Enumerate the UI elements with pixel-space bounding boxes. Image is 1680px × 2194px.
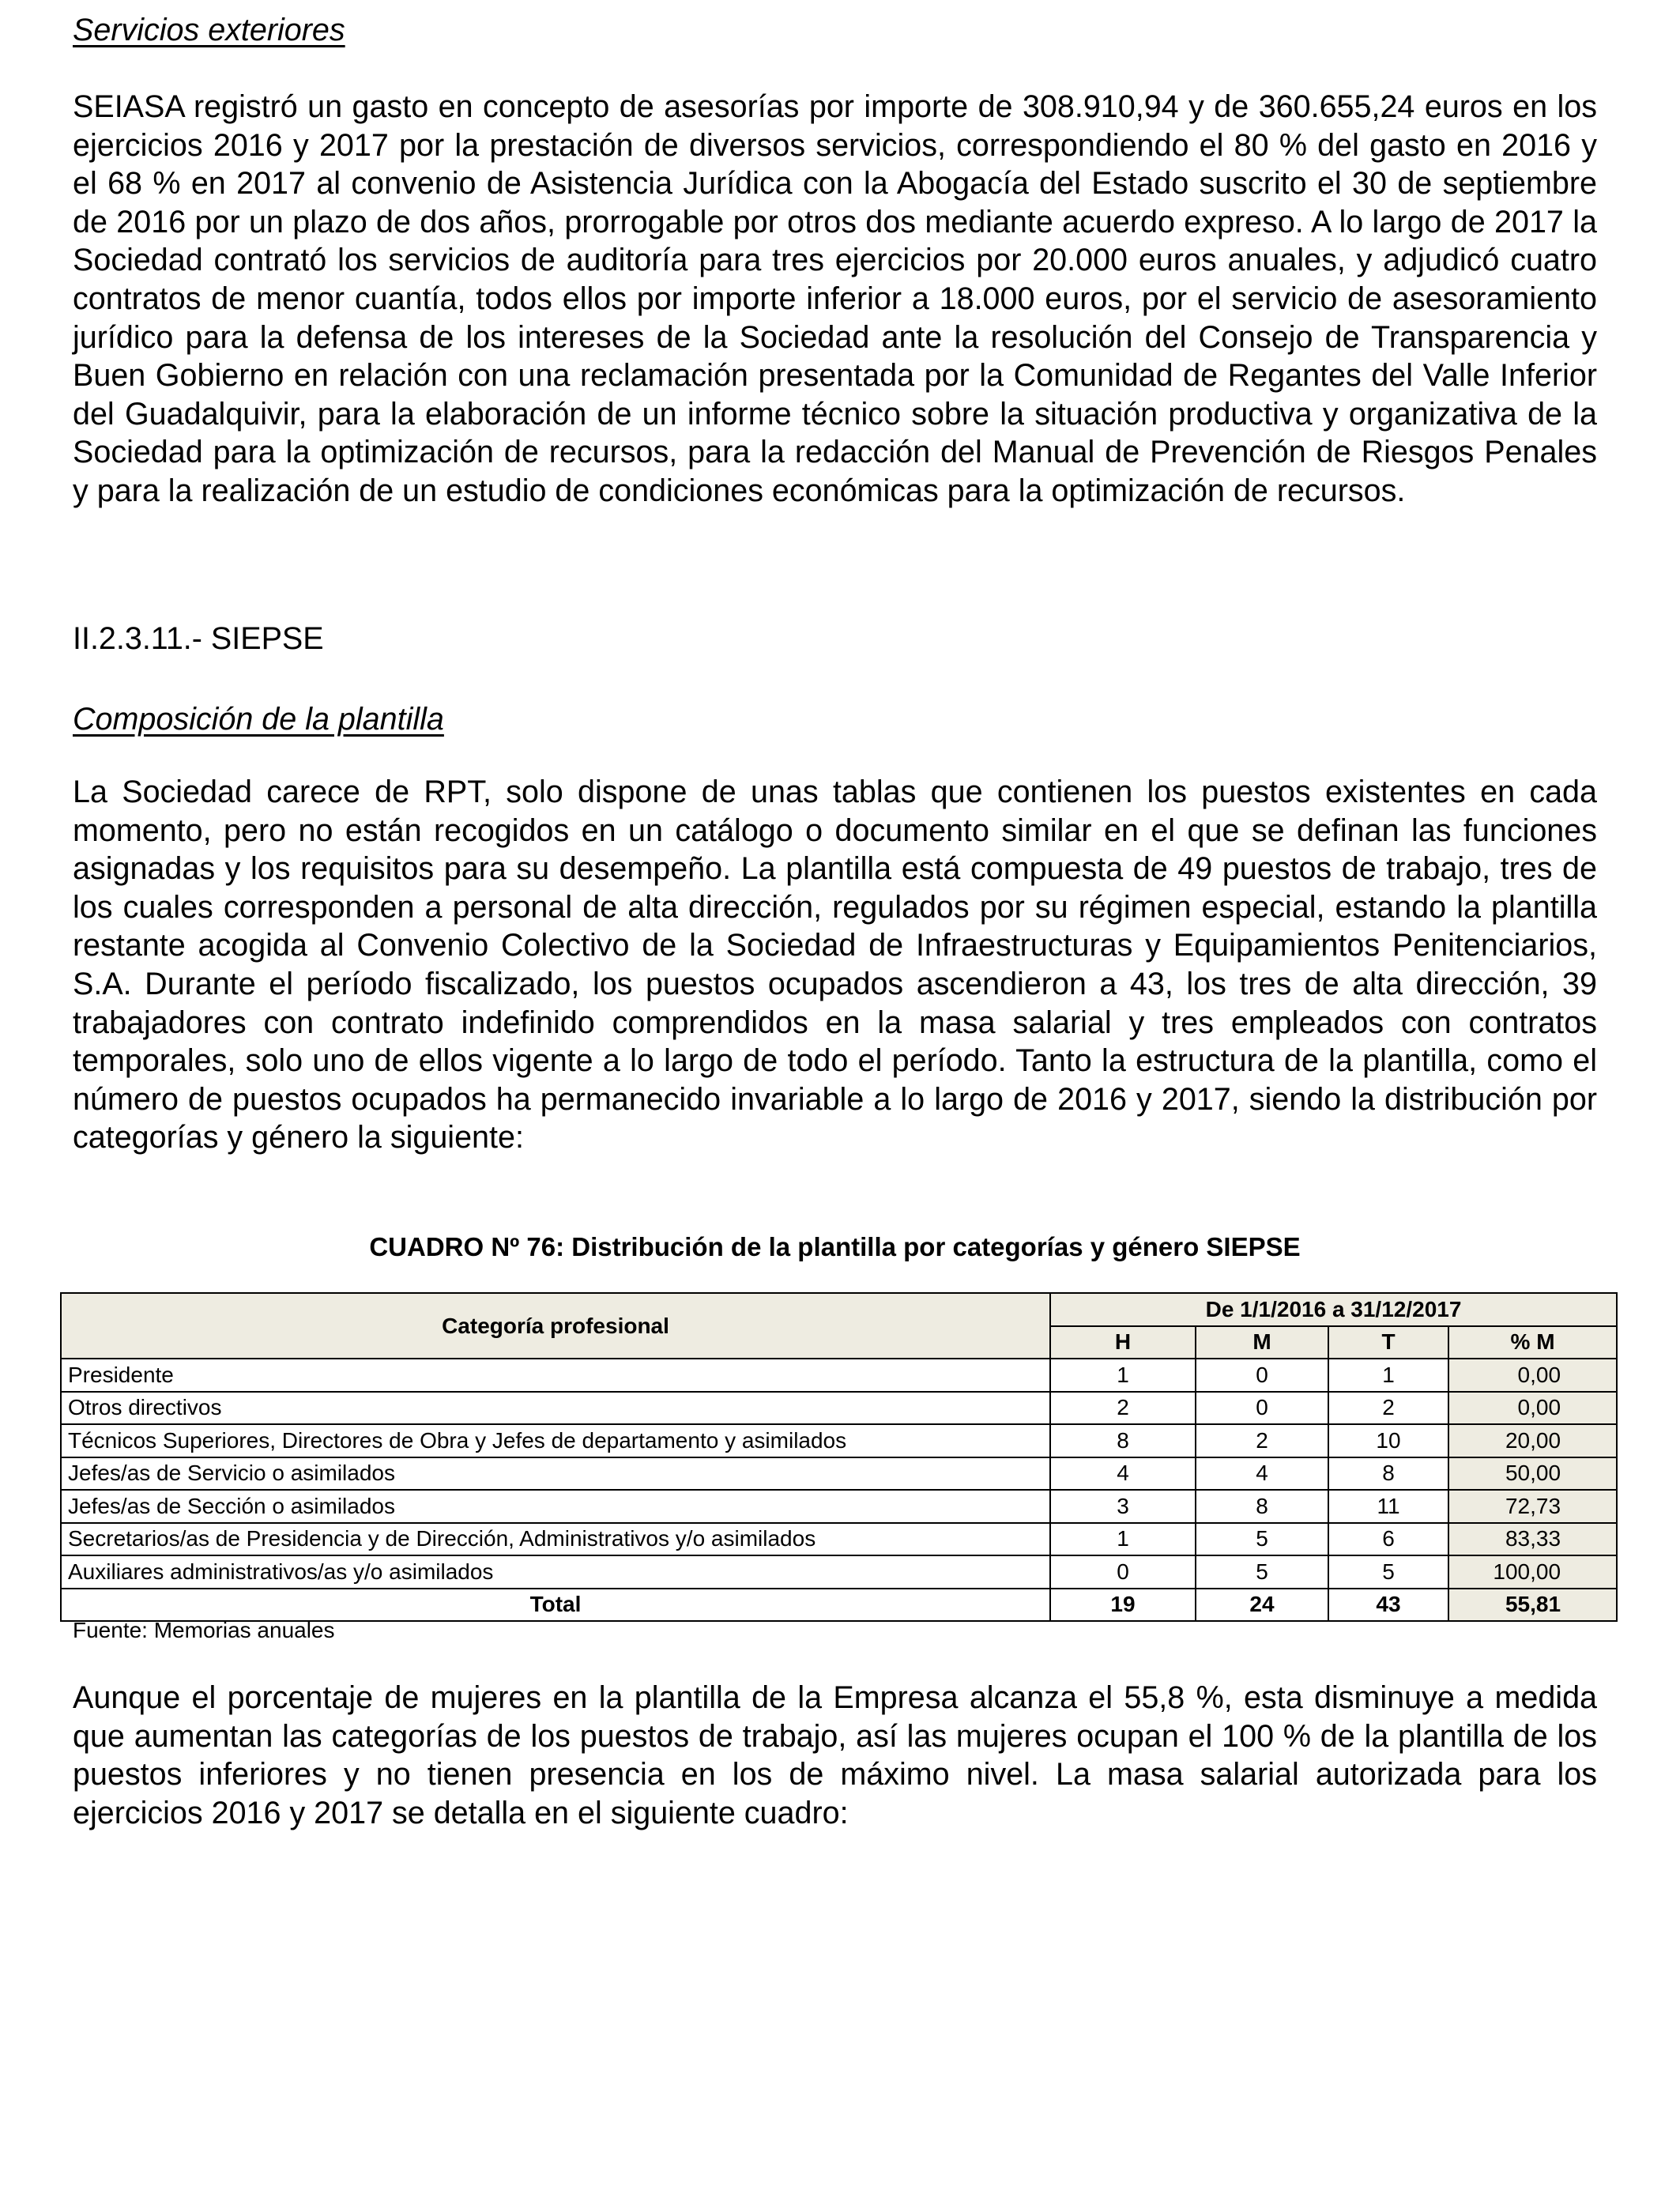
row-h: 1 bbox=[1050, 1359, 1196, 1392]
row-h: 4 bbox=[1050, 1457, 1196, 1491]
total-label: Total bbox=[61, 1589, 1050, 1622]
row-t: 8 bbox=[1328, 1457, 1448, 1491]
row-m: 0 bbox=[1196, 1392, 1328, 1425]
total-pct: 55,81 bbox=[1448, 1589, 1617, 1622]
section-title-siepse: II.2.3.11.- SIEPSE bbox=[73, 621, 324, 656]
header-t: T bbox=[1328, 1326, 1448, 1359]
table-caption-block bbox=[73, 1231, 1597, 1263]
servicios-heading: Servicios exteriores bbox=[73, 13, 345, 47]
composicion-heading-block bbox=[73, 700, 1597, 739]
row-h: 8 bbox=[1050, 1424, 1196, 1457]
row-pct: 0,00 bbox=[1448, 1359, 1617, 1392]
row-pct: 20,00 bbox=[1448, 1424, 1617, 1457]
servicios-paragraph: SEIASA registró un gasto en concepto de asesorías por importe de 308.910,94 y de 360.655,24 euros en los ejercicios 2016 y 2017 por la prestación de diversos servicios, correspondiendo el 80 % del gasto en 2016 y el 68 % en 2017 al convenio de Asistencia Jurídica con la Abogacía del Estado suscrito el 30 de septiembre de 2016 por un plazo de dos años, prorrogable por otros dos mediante acuerdo expreso. A lo largo de 2017 la Sociedad contrató los servicios de auditoría para tres ejercicios por 20.000 euros anuales, y adjudicó cuatro contratos de menor cuantía, todos ellos por importe inferior a 18.000 euros, por el servicio de asesoramiento jurídico para la defensa de los intereses de la Sociedad ante la resolución del Consejo de Transparencia y Buen Gobierno en relación con una reclamación presentada por la Comunidad de Regantes del Valle Inferior del Guadalquivir, para la elaboración de un informe técnico sobre la situación productiva y organizativa de la Sociedad para la optimización de recursos, para la redacción del Manual de Prevención de Riesgos Penales y para la realización de un estudio de condiciones económicas para la optimización de recursos. bbox=[73, 89, 1597, 508]
header-pct: % M bbox=[1448, 1326, 1617, 1359]
table-row bbox=[61, 1359, 1617, 1392]
row-m: 8 bbox=[1196, 1490, 1328, 1523]
table-caption: CUADRO Nº 76: Distribución de la plantilla por categorías y género SIEPSE bbox=[369, 1232, 1301, 1261]
row-pct: 0,00 bbox=[1448, 1392, 1617, 1425]
row-h: 1 bbox=[1050, 1523, 1196, 1556]
table-row bbox=[61, 1457, 1617, 1491]
staff-distribution-table bbox=[60, 1292, 1618, 1622]
row-t: 2 bbox=[1328, 1392, 1448, 1425]
row-m: 0 bbox=[1196, 1359, 1328, 1392]
table-row bbox=[61, 1392, 1617, 1425]
table-row bbox=[61, 1555, 1617, 1589]
closing-paragraph: Aunque el porcentaje de mujeres en la plantilla de la Empresa alcanza el 55,8 %, esta disminuye a medida que aumentan las categorías de los puestos de trabajo, así las mujeres ocupan el 100 % de la plantilla de los puestos inferiores y no tienen presencia en los de máximo nivel. La masa salarial autorizada para los ejercicios 2016 y 2017 se detalla en el siguiente cuadro: bbox=[73, 1680, 1597, 1830]
row-category: Auxiliares administrativos/as y/o asimilados bbox=[61, 1555, 1050, 1589]
row-h: 0 bbox=[1050, 1555, 1196, 1589]
row-t: 6 bbox=[1328, 1523, 1448, 1556]
row-m: 5 bbox=[1196, 1523, 1328, 1556]
row-m: 5 bbox=[1196, 1555, 1328, 1589]
row-category: Presidente bbox=[61, 1359, 1050, 1392]
row-category: Otros directivos bbox=[61, 1392, 1050, 1425]
composicion-paragraph: La Sociedad carece de RPT, solo dispone de unas tablas que contienen los puestos existentes en cada momento, pero no están recogidos en un catálogo o documento similar en el que se definan las funciones asignadas y los requisitos para su desempeño. La plantilla está compuesta de 49 puestos de trabajo, tres de los cuales corresponden a personal de alta dirección, regulados por su régimen especial, estando la plantilla restante acogida al Convenio Colectivo de la Sociedad de Infraestructuras y Equipamientos Penitenciarios, S.A. Durante el período fiscalizado, los puestos ocupados ascendieron a 43, los tres de alta dirección, 39 trabajadores con contrato indefinido comprendidos en la masa salarial y tres empleados con contratos temporales, solo uno de ellos vigente a lo largo de todo el período. Tanto la estructura de la plantilla, como el número de puestos ocupados ha permanecido invariable a lo largo de 2016 y 2017, siendo la distribución por categorías y género la siguiente: bbox=[73, 775, 1597, 1155]
row-category: Jefes/as de Sección o asimilados bbox=[61, 1490, 1050, 1523]
row-pct: 100,00 bbox=[1448, 1555, 1617, 1589]
closing-paragraph-block bbox=[73, 1679, 1597, 1832]
composicion-heading: Composición de la plantilla bbox=[73, 702, 444, 737]
row-pct: 50,00 bbox=[1448, 1457, 1617, 1491]
table-source: Fuente: Memorias anuales bbox=[73, 1618, 335, 1642]
siepse-title-block bbox=[73, 620, 1597, 658]
row-t: 1 bbox=[1328, 1359, 1448, 1392]
table-row bbox=[61, 1490, 1617, 1523]
table-row bbox=[61, 1523, 1617, 1556]
row-pct: 83,33 bbox=[1448, 1523, 1617, 1556]
row-m: 2 bbox=[1196, 1424, 1328, 1457]
header-period: De 1/1/2016 a 31/12/2017 bbox=[1050, 1293, 1617, 1326]
total-m: 24 bbox=[1196, 1589, 1328, 1622]
header-category: Categoría profesional bbox=[61, 1293, 1050, 1359]
table-total-row bbox=[61, 1589, 1617, 1622]
row-m: 4 bbox=[1196, 1457, 1328, 1491]
row-h: 2 bbox=[1050, 1392, 1196, 1425]
row-t: 11 bbox=[1328, 1490, 1448, 1523]
composicion-paragraph-block bbox=[73, 773, 1597, 1157]
row-category: Jefes/as de Servicio o asimilados bbox=[61, 1457, 1050, 1491]
header-m: M bbox=[1196, 1326, 1328, 1359]
table-row bbox=[61, 1424, 1617, 1457]
servicios-paragraph-block bbox=[73, 88, 1597, 511]
total-h: 19 bbox=[1050, 1589, 1196, 1622]
row-t: 10 bbox=[1328, 1424, 1448, 1457]
row-h: 3 bbox=[1050, 1490, 1196, 1523]
total-t: 43 bbox=[1328, 1589, 1448, 1622]
servicios-section bbox=[73, 11, 1597, 50]
header-h: H bbox=[1050, 1326, 1196, 1359]
row-category: Técnicos Superiores, Directores de Obra y Jefes de departamento y asimilados bbox=[61, 1424, 1050, 1457]
row-pct: 72,73 bbox=[1448, 1490, 1617, 1523]
row-t: 5 bbox=[1328, 1555, 1448, 1589]
row-category: Secretarios/as de Presidencia y de Dirección, Administrativos y/o asimilados bbox=[61, 1523, 1050, 1556]
